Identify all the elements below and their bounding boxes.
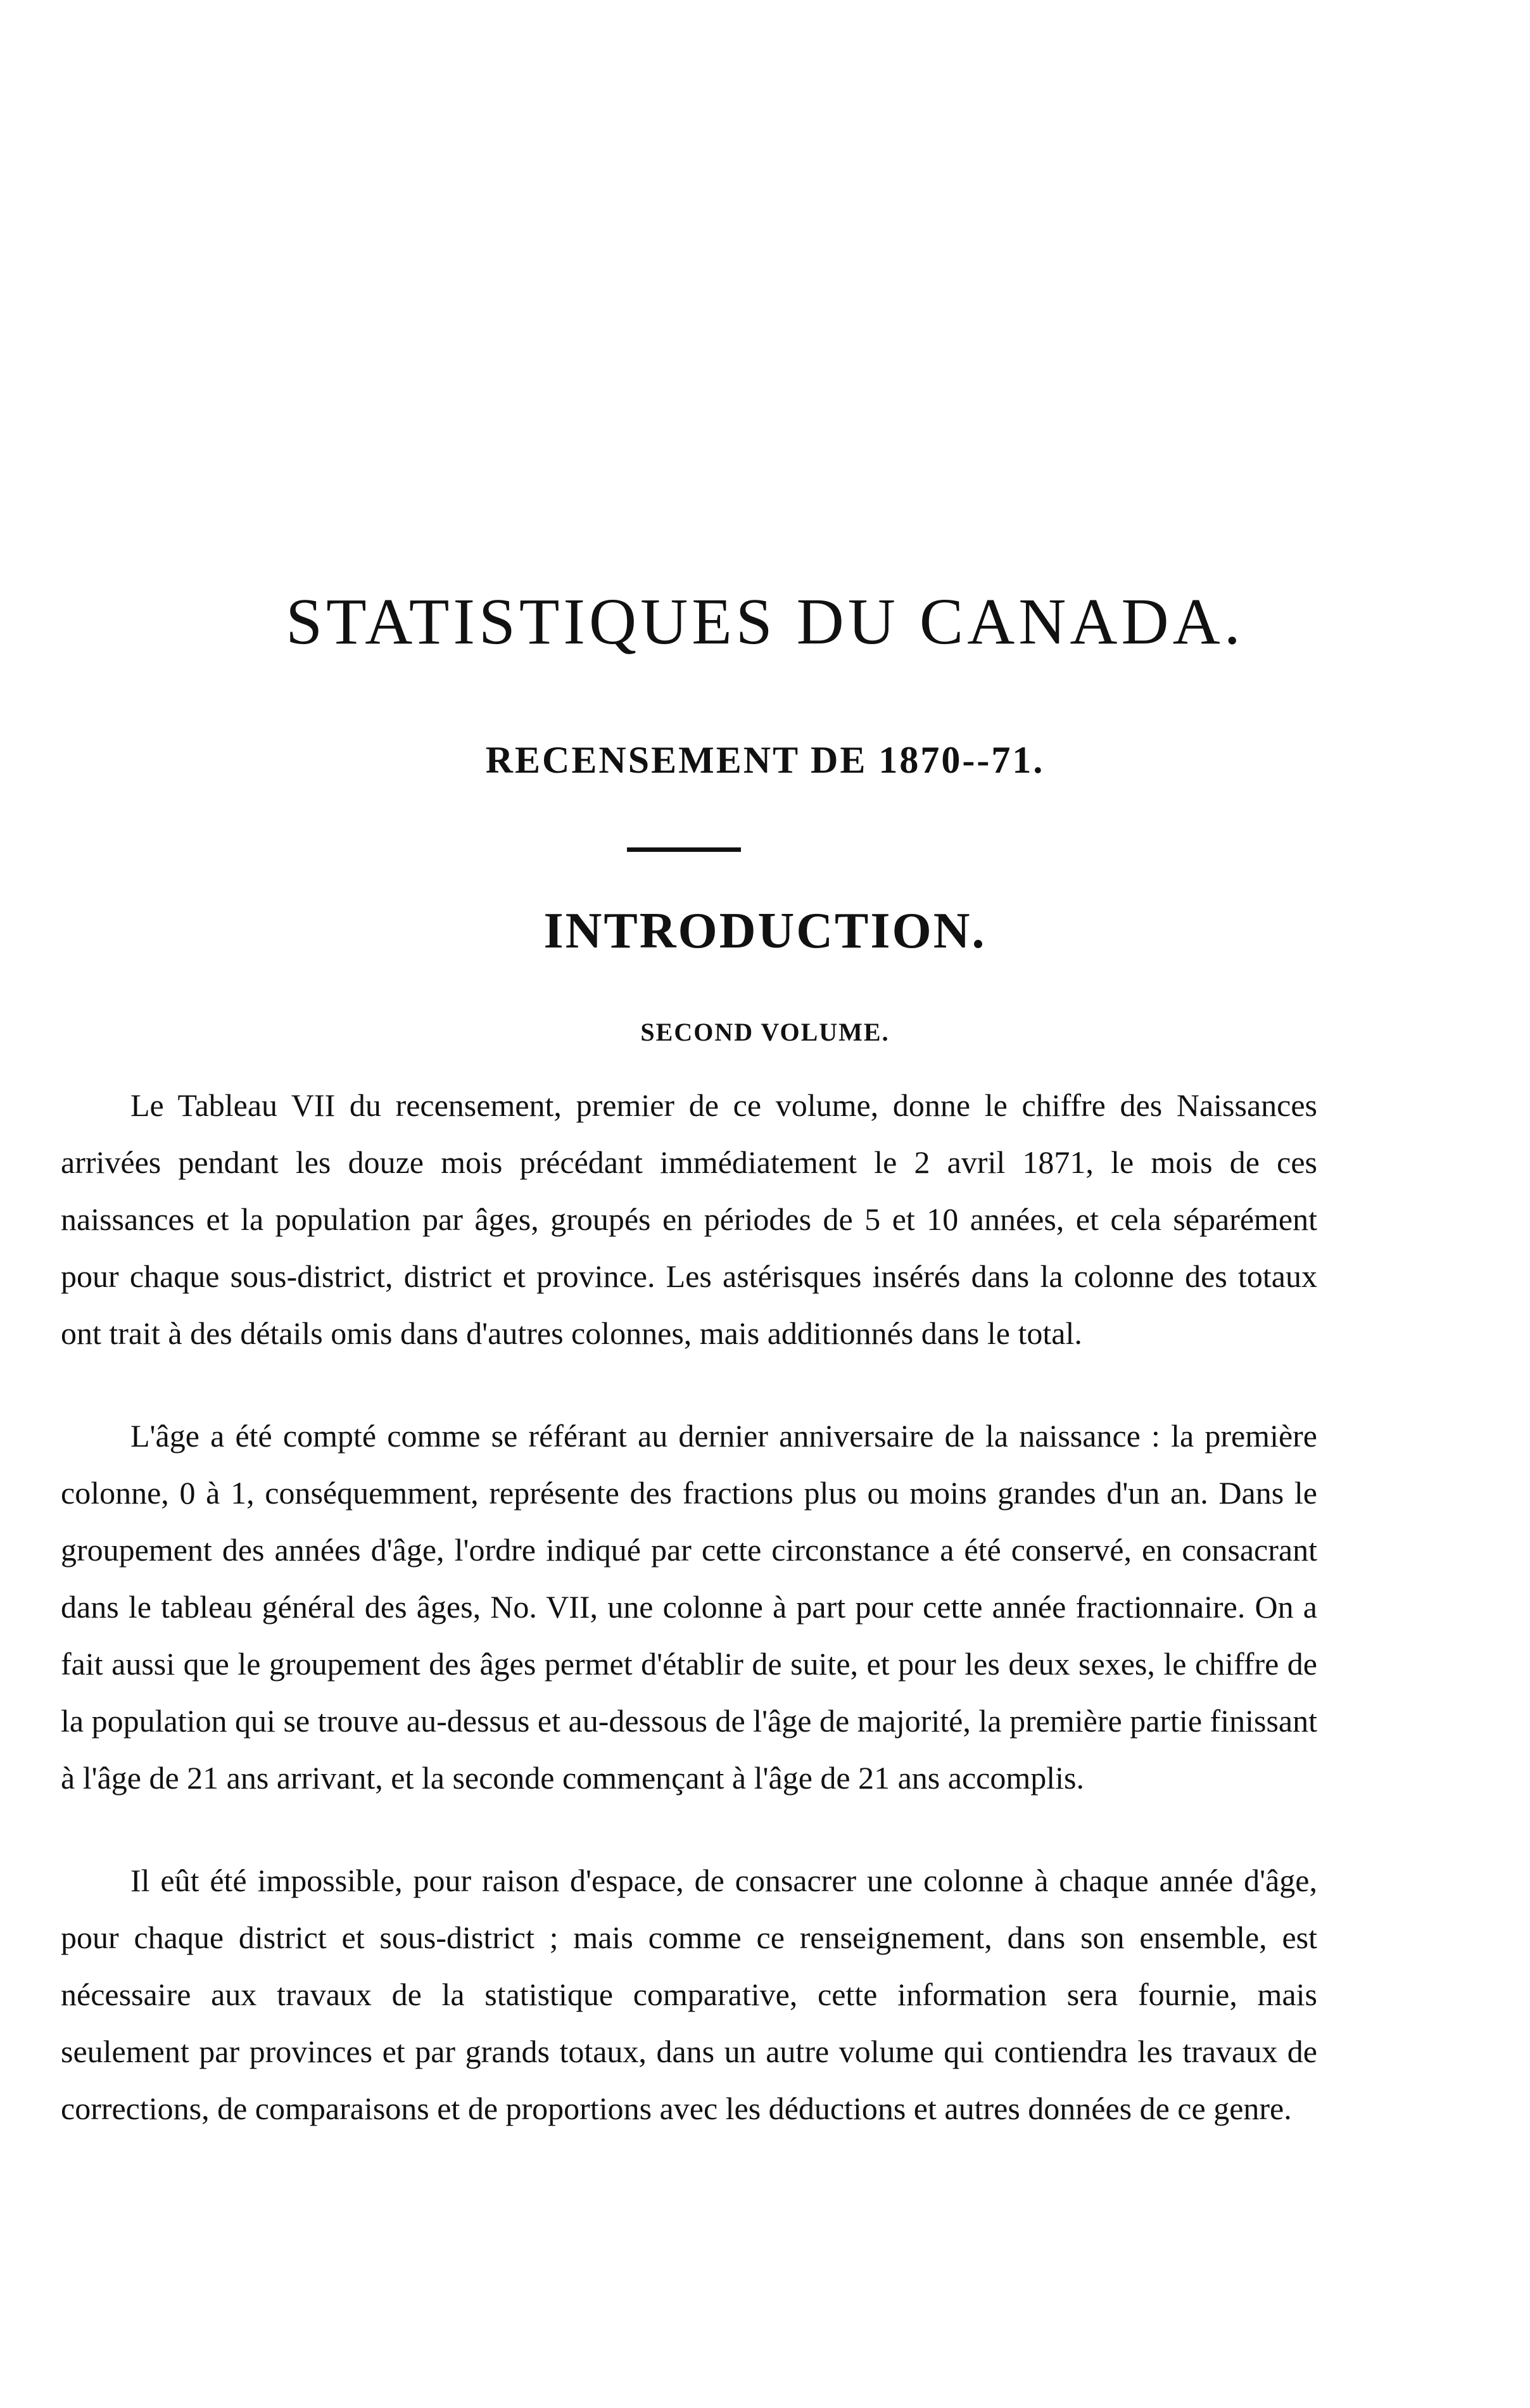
census-subtitle: RECENSEMENT DE 1870--71. — [485, 739, 1045, 781]
paragraph-1: Le Tableau VII du recensement, premier de ce volume, donne le chiffre des Naissances arrivées pendant les douze mois précédant immédiatement le 2 avril 1871, le mois de ces naissances et la population par âges, groupés en périodes de 5 et 10 années, et cela séparément pour chaque sous-district, district et province. Les astérisques insérés dans la colonne des totaux ont trait à des détails omis dans d'autres colonnes, mais additionnés dans le total. — [61, 1087, 1317, 1351]
body-text — [61, 1077, 1317, 2183]
volume-label: SECOND VOLUME. — [640, 1018, 890, 1046]
page-title: STATISTIQUES DU CANADA. — [286, 585, 1244, 658]
section-heading: INTRODUCTION. — [543, 903, 987, 959]
paragraph-2: L'âge a été compté comme se référant au dernier anniversaire de la naissance : la première colonne, 0 à 1, conséquemment, représente des fractions plus ou moins grandes d'un an. Dans le groupement des années d'âge, l'ordre indiqué par cette circonstance a été conservé, en consacrant dans le tableau général des âges, No. VII, une colonne à part pour cette année fractionnaire. On a fait aussi que le groupement des âges permet d'établir de suite, et pour les deux sexes, le chiffre de la population qui se trouve au-dessus et au-dessous de l'âge de majorité, la première partie finissant à l'âge de 21 ans arrivant, et la seconde commençant à l'âge de 21 ans accomplis. — [61, 1418, 1317, 1796]
title-divider — [627, 847, 741, 852]
paragraph-3: Il eût été impossible, pour raison d'espace, de consacrer une colonne à chaque année d'âge, pour chaque district et sous-district ; mais comme ce renseignement, dans son ensemble, est nécessaire aux travaux de la statistique comparative, cette information sera fournie, mais seulement par provinces et par grands totaux, dans un autre volume qui contiendra les travaux de corrections, de comparaisons et de proportions avec les déductions et autres données de ce genre. — [61, 1863, 1317, 2126]
